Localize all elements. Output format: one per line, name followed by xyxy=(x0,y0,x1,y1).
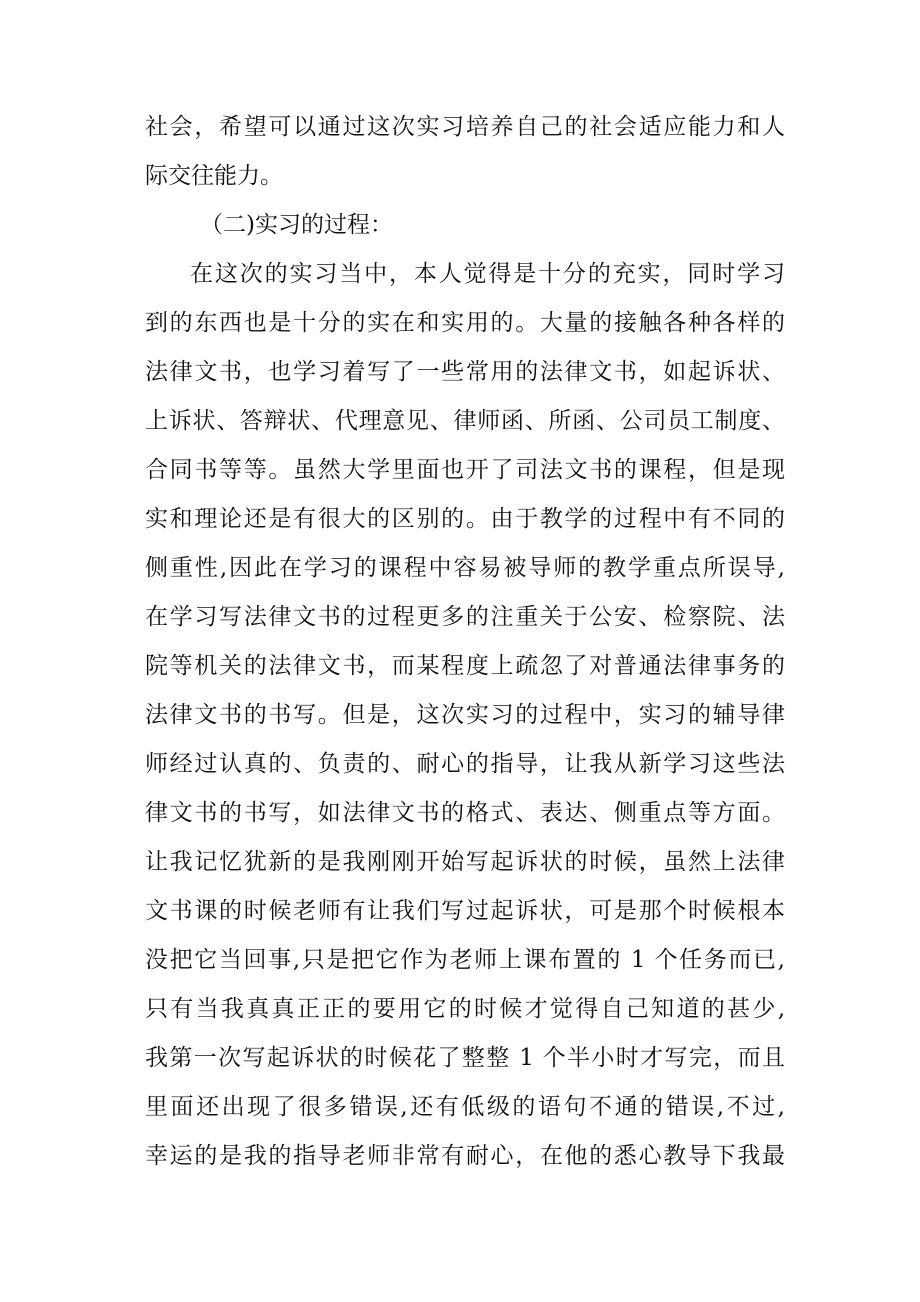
paragraph-line: 院等机关的法律文书，而某程度上疏忽了对普通法律事务的 xyxy=(145,653,785,679)
paragraph-line: 到的东西也是十分的实在和实用的。大量的接触各种各样的 xyxy=(145,310,785,336)
paragraph-line: 我第一次写起诉状的时候花了整整 1 个半小时才写完，而且 xyxy=(145,1045,785,1071)
paragraph-line: 法律文书的书写。但是，这次实习的过程中，实习的辅导律 xyxy=(145,702,785,728)
paragraph-line: 际交往能力。 xyxy=(145,163,283,189)
paragraph-line: 侧重性,因此在学习的课程中容易被导师的教学重点所误导, xyxy=(145,555,785,581)
paragraph-line: 实和理论还是有很大的区别的。由于教学的过程中有不同的 xyxy=(145,506,785,532)
paragraph-line: 合同书等等。虽然大学里面也开了司法文书的课程，但是现 xyxy=(145,457,785,483)
paragraph-line: 没把它当回事,只是把它作为老师上课布置的 1 个任务而已, xyxy=(145,947,785,973)
paragraph-line: 只有当我真真正正的要用它的时候才觉得自己知道的甚少, xyxy=(145,996,785,1022)
paragraph-line: 上诉状、答辩状、代理意见、律师函、所函、公司员工制度、 xyxy=(145,408,785,434)
paragraph-line: 在学习写法律文书的过程更多的注重关于公安、检察院、法 xyxy=(145,604,785,630)
paragraph-line: 文书课的时候老师有让我们写过起诉状，可是那个时候根本 xyxy=(145,898,785,924)
paragraph-line: 让我记忆犹新的是我刚刚开始写起诉状的时候，虽然上法律 xyxy=(145,849,785,875)
paragraph-line: 律文书的书写，如法律文书的格式、表达、侧重点等方面。 xyxy=(145,800,785,826)
paragraph-line: 幸运的是我的指导老师非常有耐心，在他的悉心教导下我最 xyxy=(145,1143,785,1169)
paragraph-line: 在这次的实习当中，本人觉得是十分的充实，同时学习 xyxy=(190,261,785,287)
paragraph-line: 社会，希望可以通过这次实习培养自己的社会适应能力和人 xyxy=(145,114,785,140)
section-heading: （二)实习的过程： xyxy=(200,212,393,238)
paragraph-line: 里面还出现了很多错误,还有低级的语句不通的错误,不过, xyxy=(145,1094,785,1120)
paragraph-line: 师经过认真的、负责的、耐心的指导，让我从新学习这些法 xyxy=(145,751,785,777)
paragraph-line: 法律文书，也学习着写了一些常用的法律文书，如起诉状、 xyxy=(145,359,785,385)
